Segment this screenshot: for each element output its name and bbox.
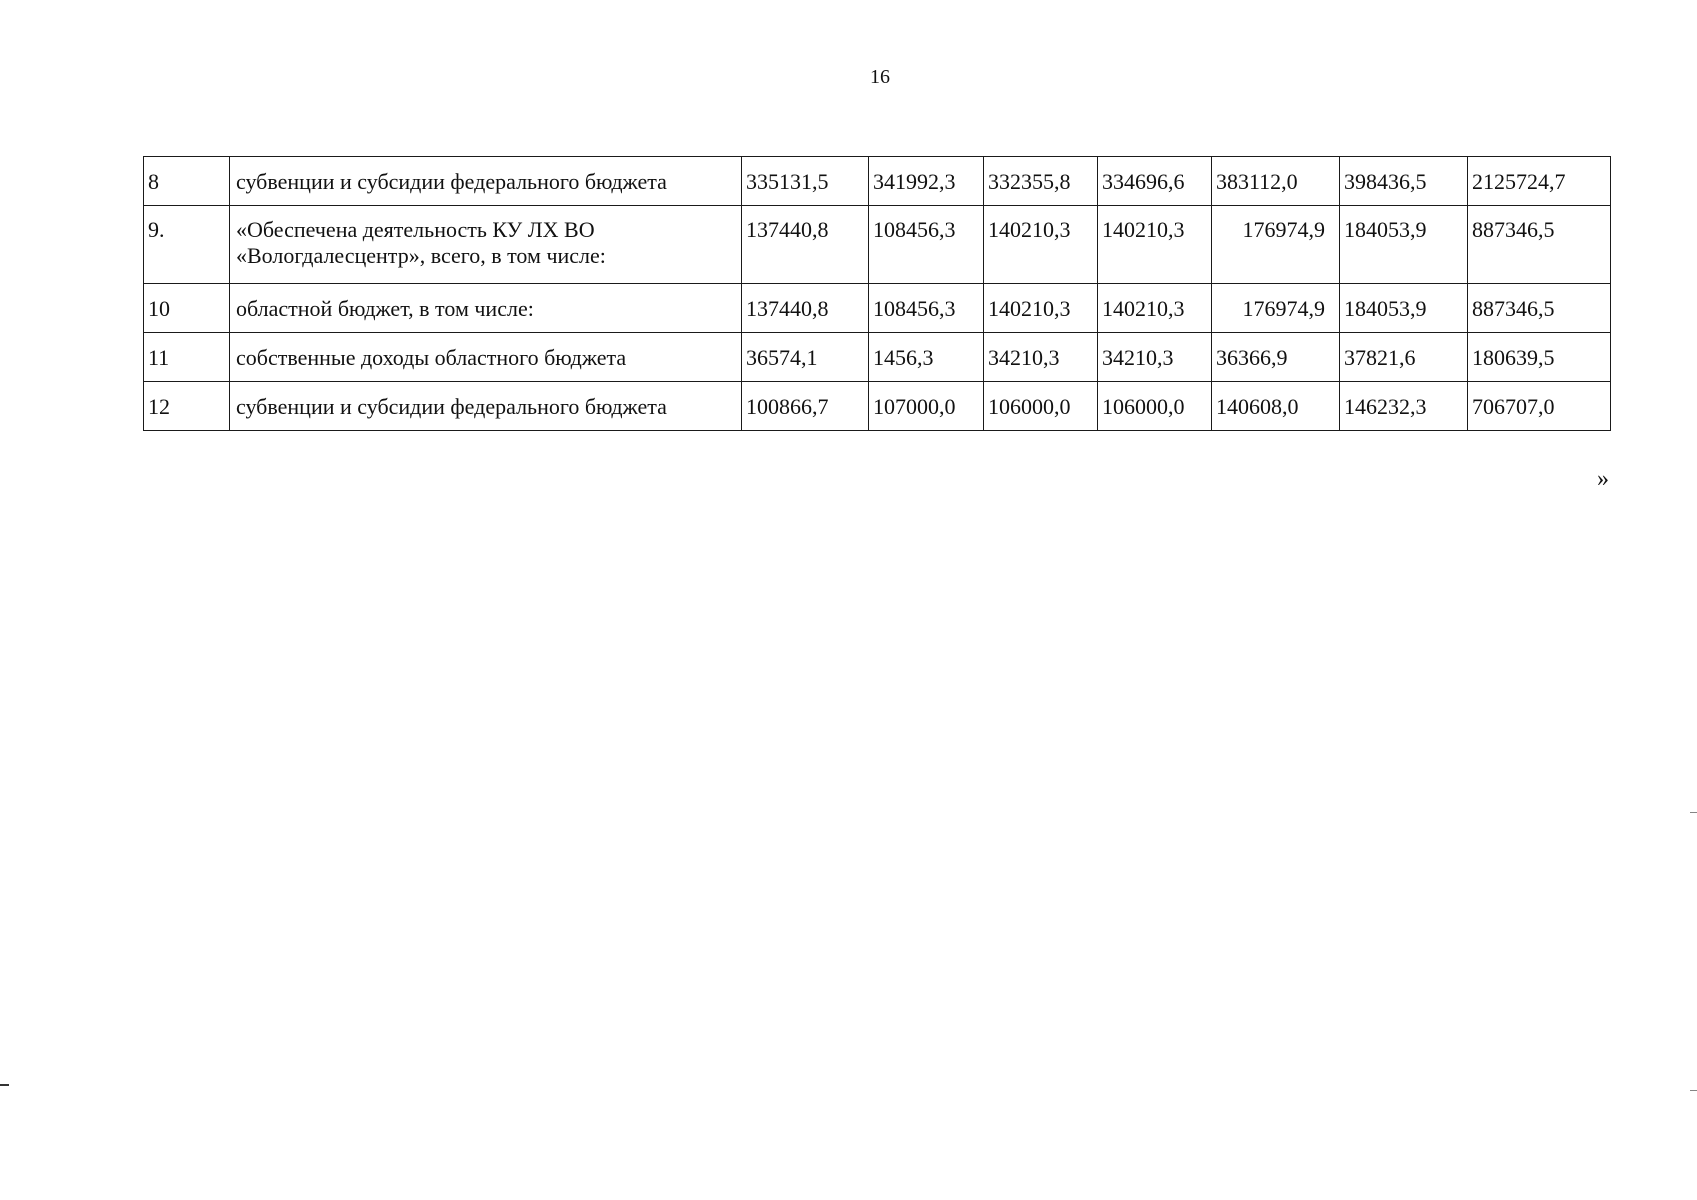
value-cell: 335131,5 [742, 157, 869, 206]
table-row [144, 382, 1611, 431]
value-cell: 176974,9 [1212, 206, 1340, 284]
value-cell: 887346,5 [1468, 284, 1611, 333]
closing-quote: » [1597, 466, 1609, 492]
value-cell: 176974,9 [1212, 284, 1340, 333]
value-cell: 34210,3 [984, 333, 1098, 382]
row-number: 8 [144, 157, 230, 206]
value-cell: 706707,0 [1468, 382, 1611, 431]
row-number: 9. [144, 206, 230, 284]
value-cell: 100866,7 [742, 382, 869, 431]
value-cell: 107000,0 [869, 382, 984, 431]
scan-artifact-mark [1690, 1090, 1697, 1091]
value-cell: 1456,3 [869, 333, 984, 382]
budget-table [143, 156, 1611, 431]
row-number: 10 [144, 284, 230, 333]
row-number: 11 [144, 333, 230, 382]
value-cell: 332355,8 [984, 157, 1098, 206]
row-description: субвенции и субсидии федерального бюджета [230, 382, 742, 431]
value-cell: 137440,8 [742, 206, 869, 284]
value-cell: 146232,3 [1340, 382, 1468, 431]
value-cell: 106000,0 [984, 382, 1098, 431]
value-cell: 106000,0 [1098, 382, 1212, 431]
value-cell: 36574,1 [742, 333, 869, 382]
value-cell: 2125724,7 [1468, 157, 1611, 206]
value-cell: 383112,0 [1212, 157, 1340, 206]
value-cell: 398436,5 [1340, 157, 1468, 206]
value-cell: 108456,3 [869, 206, 984, 284]
row-description: областной бюджет, в том числе: [230, 284, 742, 333]
row-description: субвенции и субсидии федерального бюджета [230, 157, 742, 206]
value-cell: 137440,8 [742, 284, 869, 333]
scan-artifact-mark [1690, 812, 1697, 813]
row-number: 12 [144, 382, 230, 431]
table-row [144, 157, 1611, 206]
table-row [144, 284, 1611, 333]
value-cell: 108456,3 [869, 284, 984, 333]
row-description: «Обеспечена деятельность КУ ЛХ ВО «Вологдалесцентр», всего, в том числе: [230, 206, 742, 284]
row-description: собственные доходы областного бюджета [230, 333, 742, 382]
value-cell: 140210,3 [1098, 284, 1212, 333]
value-cell: 140210,3 [984, 284, 1098, 333]
value-cell: 887346,5 [1468, 206, 1611, 284]
value-cell: 184053,9 [1340, 206, 1468, 284]
value-cell: 140210,3 [1098, 206, 1212, 284]
value-cell: 180639,5 [1468, 333, 1611, 382]
page-number: 16 [870, 66, 890, 88]
value-cell: 140608,0 [1212, 382, 1340, 431]
table-row [144, 333, 1611, 382]
value-cell: 184053,9 [1340, 284, 1468, 333]
value-cell: 341992,3 [869, 157, 984, 206]
value-cell: 34210,3 [1098, 333, 1212, 382]
table-row [144, 206, 1611, 284]
value-cell: 36366,9 [1212, 333, 1340, 382]
value-cell: 37821,6 [1340, 333, 1468, 382]
scan-artifact-mark [0, 1084, 9, 1086]
value-cell: 334696,6 [1098, 157, 1212, 206]
value-cell: 140210,3 [984, 206, 1098, 284]
